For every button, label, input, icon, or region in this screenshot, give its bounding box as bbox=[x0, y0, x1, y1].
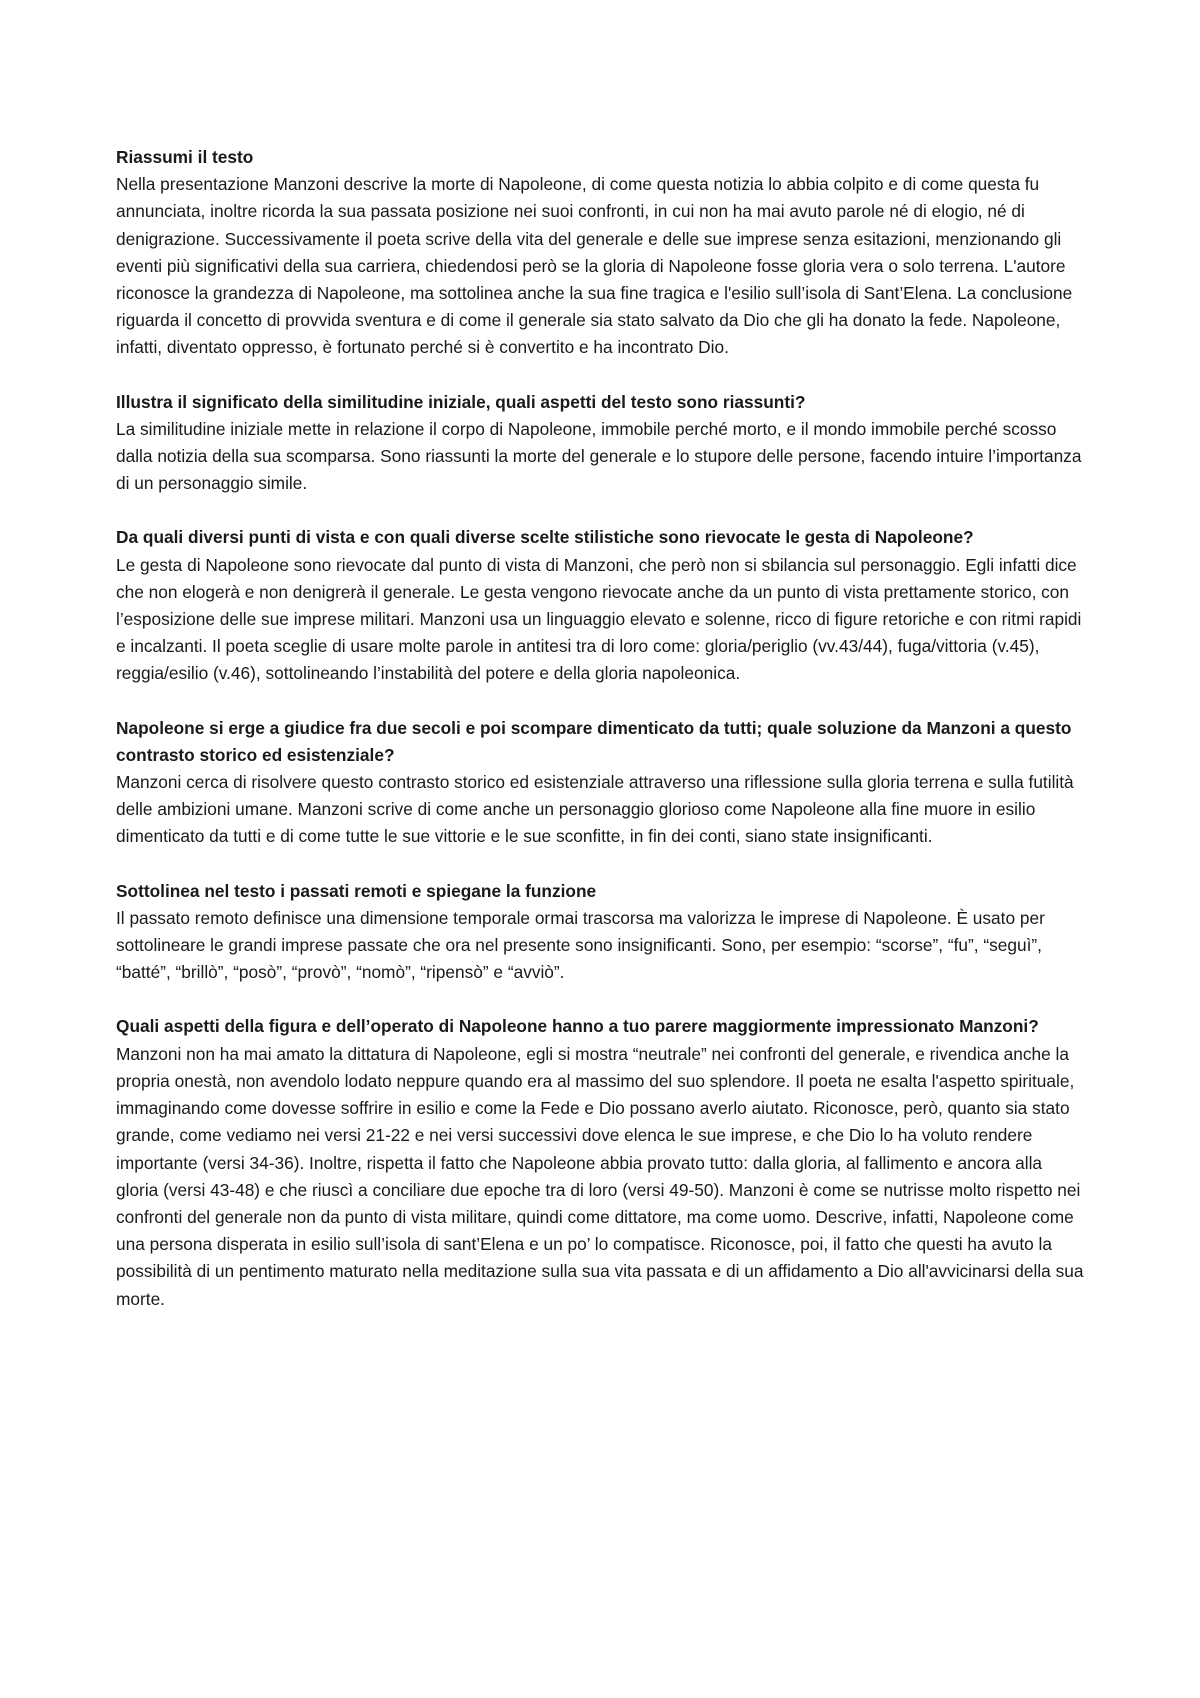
question-heading: Riassumi il testo bbox=[116, 147, 254, 167]
question-heading: Napoleone si erge a giudice fra due secoli e poi scompare dimenticato da tutti; quale soluzione da Manzoni a questo contrasto storico ed esistenziale? bbox=[116, 717, 1072, 765]
question-heading: Sottolinea nel testo i passati remoti e spiegane la funzione bbox=[116, 880, 597, 901]
section-summary bbox=[116, 144, 1086, 362]
question-heading: Quali aspetti della figura e dell’operato di Napoleone hanno a tuo parere maggiormente impressionato Manzoni? bbox=[116, 1016, 1039, 1037]
section-simile bbox=[116, 389, 1086, 498]
answer-paragraph: Nella presentazione Manzoni descrive la morte di Napoleone, di come questa notizia lo abbia colpito e di come questa fu annunciata, inoltre ricorda la sua passata posizione nei suoi confronti, in cui non ha mai avuto parole né di elogio, né di denigrazione. Successivamente il poeta scrive della vita del generale e delle sue imprese senza esitazioni, menzionando gli eventi più significativi della sua carriera, chiedendosi però se la gloria di Napoleone fosse gloria vera o solo terrena. L'autore riconosce la grandezza di Napoleone, ma sottolinea anche la sua fine tragica e l'esilio sull’isola di Sant’Elena. La conclusione riguarda il concetto di provvida sventura e di come il generale sia stato salvato da Dio che gli ha donato la fede. Napoleone, infatti, diventato oppresso, è fortunato perché si è convertito e ha incontrato Dio. bbox=[116, 174, 1073, 358]
section-passato-remoto bbox=[116, 878, 1086, 987]
section-impressions bbox=[116, 1013, 1086, 1312]
question-heading: Illustra il significato della similitudine iniziale, quali aspetti del testo sono riassunti? bbox=[116, 391, 806, 412]
document-page bbox=[116, 144, 1086, 1340]
answer-paragraph: La similitudine iniziale mette in relazione il corpo di Napoleone, immobile perché morto, e il mondo immobile perché scosso dalla notizia della sua scomparsa. Sono riassunti la morte del generale e lo stupore delle persone, facendo intuire l’importanza di un personaggio simile. bbox=[116, 418, 1082, 494]
answer-paragraph: Manzoni cerca di risolvere questo contrasto storico ed esistenziale attraverso una riflessione sulla gloria terrena e sulla futilità delle ambizioni umane. Manzoni scrive di come anche un personaggio glorioso come Napoleone alla fine muore in esilio dimenticato da tutti e di come tutte le sue vittorie e le sue sconfitte, in fin dei conti, siano state insignificanti. bbox=[116, 772, 1074, 847]
answer-paragraph: Il passato remoto definisce una dimensione temporale ormai trascorsa ma valorizza le imprese di Napoleone. È usato per sottolineare le grandi imprese passate che ora nel presente sono insignificanti. Sono, per esempio: “scorse”, “fu”, “seguì”, “batté”, “brillò”, “posò”, “provò”, “nomò”, “ripensò” e “avviò”. bbox=[116, 907, 1045, 983]
section-contrast bbox=[116, 715, 1086, 851]
question-heading: Da quali diversi punti di vista e con quali diverse scelte stilistiche sono rievocate le gesta di Napoleone? bbox=[116, 527, 974, 548]
section-points-of-view bbox=[116, 524, 1086, 687]
answer-paragraph: Manzoni non ha mai amato la dittatura di Napoleone, egli si mostra “neutrale” nei confronti del generale, e rivendica anche la propria onestà, non avendolo lodato neppure quando era al massimo del suo splendore. Il poeta ne esalta l'aspetto spirituale, immaginando come dovesse soffrire in esilio e come la Fede e Dio possano averlo aiutato. Riconosce, però, quanto sia stato grande, come vediamo nei versi 21-22 e nei versi successivi dove elenca le sue imprese, e che Dio lo ha voluto rendere importante (versi 34-36). Inoltre, rispetta il fatto che Napoleone abbia provato tutto: dalla gloria, al fallimento e ancora alla gloria (versi 43-48) e che riuscì a conciliare due epoche tra di loro (versi 49-50). Manzoni è come se nutrisse molto rispetto nei confronti del generale non da punto di vista militare, quindi come dittatore, ma come uomo. Descrive, infatti, Napoleone come una persona disperata in esilio sull’isola di sant’Elena e un po’ lo compatisce. Riconosce, poi, il fatto che questi ha avuto la possibilità di un pentimento maturato nella meditazione sulla sua vita passata e di un affidamento a Dio all'avvicinarsi della sua morte. bbox=[116, 1043, 1084, 1309]
answer-paragraph: Le gesta di Napoleone sono rievocate dal punto di vista di Manzoni, che però non si sbilancia sul personaggio. Egli infatti dice che non elogerà e non denigrerà il generale. Le gesta vengono rievocate anche da un punto di vista prettamente storico, con l’esposizione delle sue imprese militari. Manzoni usa un linguaggio elevato e solenne, ricco di figure retoriche e con ritmi rapidi e incalzanti. Il poeta sceglie di usare molte parole in antitesi tra di loro come: gloria/periglio (vv.43/44), fuga/vittoria (v.45), reggia/esilio (v.46), sottolineando l’instabilità del potere e della gloria napoleonica. bbox=[116, 554, 1082, 684]
